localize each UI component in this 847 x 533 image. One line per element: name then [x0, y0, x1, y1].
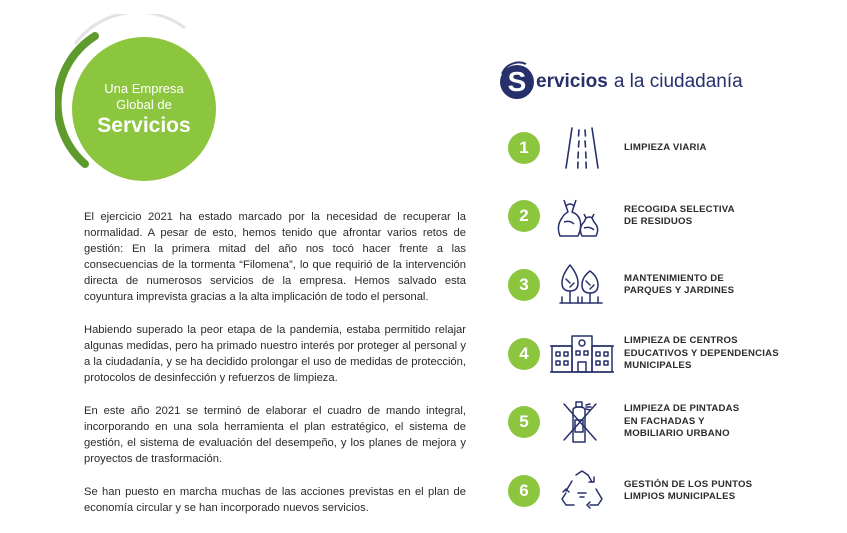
service-number: 3 — [508, 269, 540, 301]
company-badge — [55, 14, 225, 184]
service-item — [508, 261, 828, 309]
service-number: 6 — [508, 475, 540, 507]
badge-text — [73, 38, 215, 180]
service-label: LIMPIEZA VIARIA — [624, 141, 707, 153]
school-building-icon — [550, 330, 614, 378]
service-label: MANTENIMIENTO DE PARQUES Y JARDINES — [624, 272, 735, 296]
body-text — [84, 209, 466, 533]
services-s-logo — [500, 65, 534, 99]
service-number: 2 — [508, 200, 540, 232]
garbage-bags-icon — [550, 192, 614, 240]
service-label: RECOGIDA SELECTIVA DE RESIDUOS — [624, 203, 735, 227]
no-graffiti-icon — [550, 398, 614, 446]
service-item — [508, 398, 828, 446]
service-item — [508, 330, 828, 378]
trees-icon — [550, 261, 614, 309]
paragraph-3: En este año 2021 se terminó de elaborar el cuadro de mando integral, incorporando en una sola herramienta el plan estratégico, el sistema de gestión, el sistema de evaluación del desempeño, y los planes de mejora y proyectos de trasformación. — [84, 405, 466, 465]
road-icon — [550, 124, 614, 172]
recycle-icon — [550, 467, 614, 515]
service-label: GESTIÓN DE LOS PUNTOS LIMPIOS MUNICIPALES — [624, 478, 753, 502]
services-title-bold: ervicios — [536, 71, 608, 92]
service-item — [508, 467, 828, 515]
paragraph-1: El ejercicio 2021 ha estado marcado por la necesidad de recuperar la normalidad. A pesar de esto, hemos tenido que afrontar varios retos de gestión: En la primera mitad del año nos tocó hacer frente a las consecuencias de la tormenta “Filomena”, lo que requirió de la intervención directa de numerosos servicios de la empresa. Hemos salvado esta coyuntura imprevista gracias a la alta implicación de todo el personal. — [84, 211, 466, 303]
service-number: 1 — [508, 132, 540, 164]
service-label: LIMPIEZA DE PINTADAS EN FACHADAS Y MOBILIARIO URBANO — [624, 403, 740, 440]
service-number: 4 — [508, 338, 540, 370]
services-title-rest: a la ciudadanía — [613, 71, 743, 92]
services-heading — [500, 62, 743, 102]
service-item — [508, 192, 828, 240]
service-number: 5 — [508, 406, 540, 438]
badge-line-1: Una Empresa — [104, 80, 184, 96]
services-title-letter: S — [507, 66, 527, 97]
badge-line-3: Servicios — [97, 113, 191, 137]
service-item — [508, 124, 828, 172]
badge-line-2: Global de — [116, 96, 172, 112]
service-label: LIMPIEZA DE CENTROS EDUCATIVOS Y DEPENDENCIAS MUNICIPALES — [624, 335, 779, 372]
paragraph-4: Se han puesto en marcha muchas de las acciones previstas en el plan de economía circular y se han incorporado nuevos servicios. — [84, 486, 466, 514]
s-logo-arc — [496, 60, 538, 102]
paragraph-2: Habiendo superado la peor etapa de la pandemia, estaba permitido relajar algunas medidas, pero ha primado nuestro interés por proteger al personal y a la ciudadanía, y se ha decidido prolongar el uso de medidas de protección, protocolos de desinfección y refuerzos de limpieza. — [84, 324, 466, 384]
